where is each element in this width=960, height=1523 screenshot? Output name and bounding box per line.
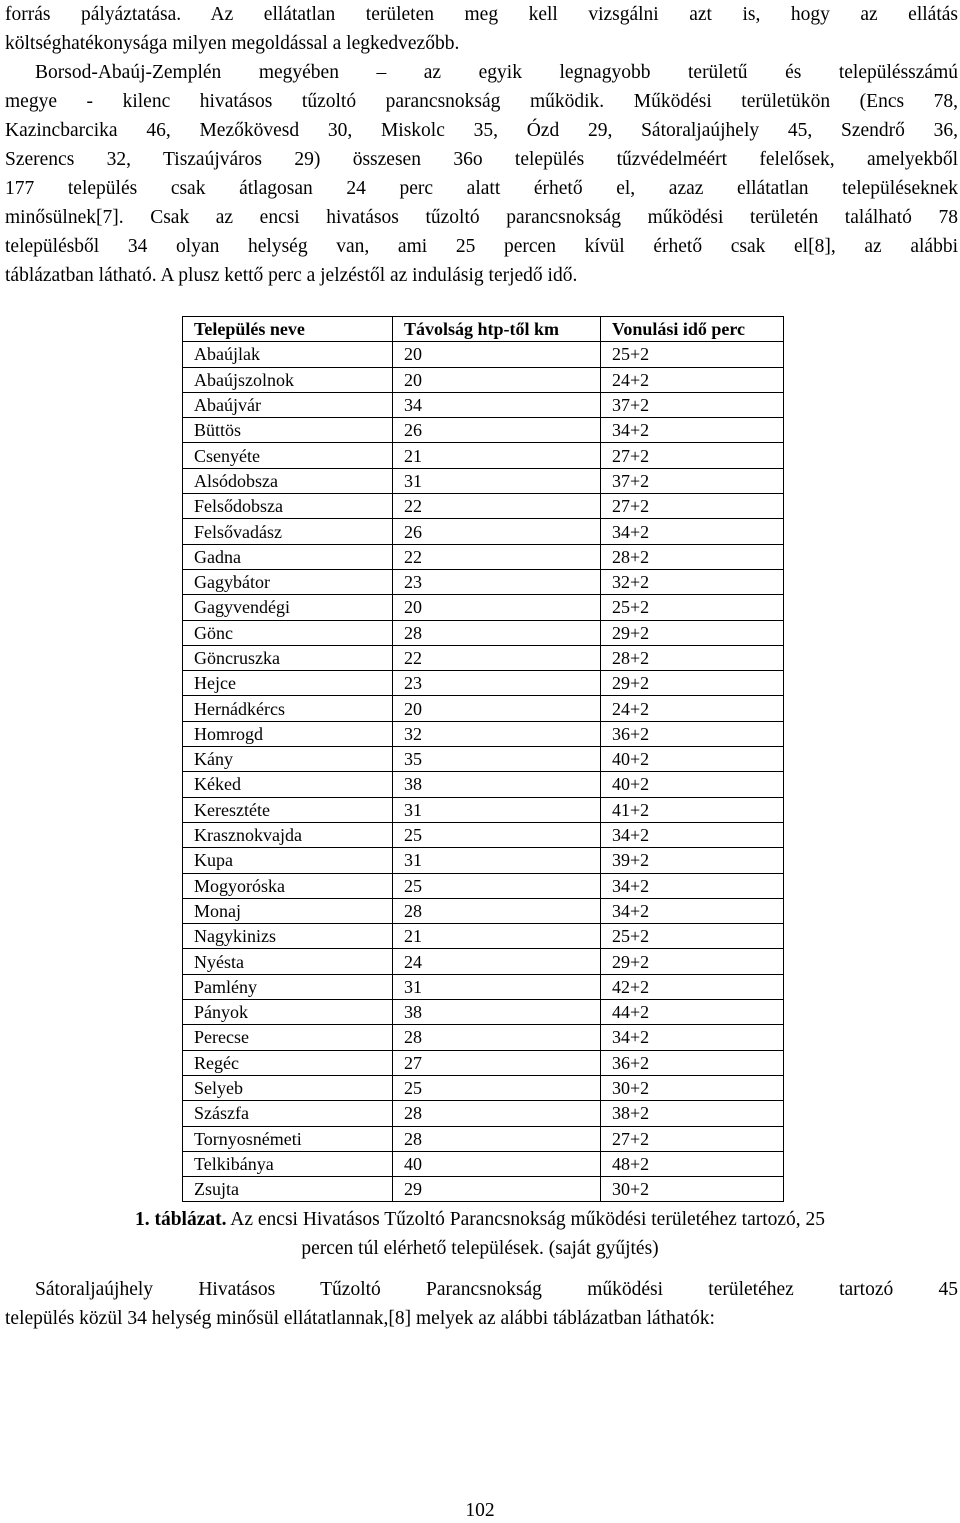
distance-cell: 31	[393, 848, 601, 873]
page-number: 102	[465, 1500, 495, 1521]
response-time-cell: 27+2	[601, 1126, 784, 1151]
table-row	[183, 645, 784, 670]
distance-cell: 38	[393, 772, 601, 797]
table-row	[183, 595, 784, 620]
settlement-name-cell: Mogyoróska	[183, 873, 393, 898]
distance-cell: 21	[393, 443, 601, 468]
response-time-cell: 36+2	[601, 721, 784, 746]
distance-cell: 25	[393, 873, 601, 898]
column-header: Távolság htp-től km	[393, 317, 601, 342]
table-row	[183, 1000, 784, 1025]
response-time-cell: 30+2	[601, 1075, 784, 1100]
distance-cell: 24	[393, 949, 601, 974]
distance-cell: 28	[393, 1025, 601, 1050]
intro-paragraph	[5, 0, 958, 290]
distance-cell: 28	[393, 1101, 601, 1126]
caption-text: percen túl elérhető települések. (saját gyűjtés)	[301, 1238, 659, 1259]
table-row	[183, 924, 784, 949]
response-time-cell: 40+2	[601, 747, 784, 772]
distance-cell: 22	[393, 645, 601, 670]
intro-line: minősülnek[7]. Csak az encsi hivatásos tűzoltó parancsnokság működési területén található 78	[5, 207, 958, 228]
response-time-cell: 25+2	[601, 595, 784, 620]
settlement-name-cell: Felsővadász	[183, 519, 393, 544]
distance-cell: 28	[393, 1126, 601, 1151]
response-time-cell: 24+2	[601, 696, 784, 721]
distance-cell: 20	[393, 342, 601, 367]
table-row	[183, 797, 784, 822]
distance-cell: 20	[393, 595, 601, 620]
intro-line: megye - kilenc hivatásos tűzoltó parancsnokság működik. Működési területükön (Encs 78,	[5, 91, 958, 112]
table-row	[183, 443, 784, 468]
settlement-name-cell: Regéc	[183, 1050, 393, 1075]
settlement-name-cell: Kéked	[183, 772, 393, 797]
intro-line: forrás pályáztatása. Az ellátatlan területen meg kell vizsgálni azt is, hogy az ellátás	[5, 4, 958, 25]
settlement-name-cell: Kupa	[183, 848, 393, 873]
table-row	[183, 519, 784, 544]
response-time-cell: 37+2	[601, 392, 784, 417]
settlement-name-cell: Gönc	[183, 620, 393, 645]
table-row	[183, 1126, 784, 1151]
settlements-table	[182, 316, 784, 1202]
distance-cell: 25	[393, 1075, 601, 1100]
response-time-cell: 34+2	[601, 898, 784, 923]
response-time-cell: 38+2	[601, 1101, 784, 1126]
response-time-cell: 42+2	[601, 974, 784, 999]
distance-cell: 27	[393, 1050, 601, 1075]
table-header-row	[183, 317, 784, 342]
table-row	[183, 822, 784, 847]
intro-line: Szerencs 32, Tiszaújváros 29) összesen 36o település tűzvédelméért felelősek, amelyekből	[5, 149, 958, 170]
settlement-name-cell: Selyeb	[183, 1075, 393, 1100]
table-row	[183, 873, 784, 898]
table-row	[183, 342, 784, 367]
table-row	[183, 898, 784, 923]
settlement-name-cell: Monaj	[183, 898, 393, 923]
response-time-cell: 34+2	[601, 822, 784, 847]
distance-cell: 40	[393, 1151, 601, 1176]
response-time-cell: 24+2	[601, 367, 784, 392]
response-time-cell: 29+2	[601, 949, 784, 974]
settlement-name-cell: Abaújvár	[183, 392, 393, 417]
settlement-name-cell: Alsódobsza	[183, 468, 393, 493]
response-time-cell: 40+2	[601, 772, 784, 797]
table-caption	[30, 1205, 930, 1263]
column-header: Vonulási idő perc	[601, 317, 784, 342]
settlement-name-cell: Nagykinizs	[183, 924, 393, 949]
distance-cell: 21	[393, 924, 601, 949]
response-time-cell: 34+2	[601, 873, 784, 898]
response-time-cell: 48+2	[601, 1151, 784, 1176]
settlement-name-cell: Büttös	[183, 418, 393, 443]
table-row	[183, 569, 784, 594]
table-row	[183, 1050, 784, 1075]
response-time-cell: 25+2	[601, 342, 784, 367]
distance-cell: 34	[393, 392, 601, 417]
intro-line: Borsod-Abaúj-Zemplén megyében – az egyik legnagyobb területű és településszámú	[35, 62, 958, 83]
distance-cell: 22	[393, 494, 601, 519]
response-time-cell: 34+2	[601, 519, 784, 544]
settlement-name-cell: Pányok	[183, 1000, 393, 1025]
table-row	[183, 949, 784, 974]
response-time-cell: 29+2	[601, 620, 784, 645]
distance-cell: 23	[393, 569, 601, 594]
table-row	[183, 1177, 784, 1202]
settlement-name-cell: Hejce	[183, 671, 393, 696]
table-row	[183, 671, 784, 696]
table-row	[183, 620, 784, 645]
distance-cell: 26	[393, 418, 601, 443]
settlement-name-cell: Kány	[183, 747, 393, 772]
paragraph-line: település közül 34 helység minősül ellátatlannak,[8] melyek az alábbi táblázatban láthatók:	[5, 1308, 715, 1329]
table-row	[183, 696, 784, 721]
response-time-cell: 37+2	[601, 468, 784, 493]
distance-cell: 28	[393, 620, 601, 645]
settlement-name-cell: Felsődobsza	[183, 494, 393, 519]
table-row	[183, 468, 784, 493]
response-time-cell: 36+2	[601, 1050, 784, 1075]
settlement-name-cell: Gagybátor	[183, 569, 393, 594]
settlement-name-cell: Gadna	[183, 544, 393, 569]
table-row	[183, 974, 784, 999]
distance-cell: 20	[393, 696, 601, 721]
settlement-name-cell: Krasznokvajda	[183, 822, 393, 847]
response-time-cell: 27+2	[601, 494, 784, 519]
settlement-name-cell: Abaújszolnok	[183, 367, 393, 392]
table-row	[183, 721, 784, 746]
response-time-cell: 30+2	[601, 1177, 784, 1202]
distance-cell: 29	[393, 1177, 601, 1202]
distance-cell: 32	[393, 721, 601, 746]
table-row	[183, 418, 784, 443]
table-body	[183, 342, 784, 1202]
settlement-name-cell: Szászfa	[183, 1101, 393, 1126]
table-row	[183, 1075, 784, 1100]
distance-cell: 20	[393, 367, 601, 392]
distance-cell: 28	[393, 898, 601, 923]
distance-cell: 26	[393, 519, 601, 544]
settlement-name-cell: Csenyéte	[183, 443, 393, 468]
response-time-cell: 29+2	[601, 671, 784, 696]
response-time-cell: 44+2	[601, 1000, 784, 1025]
table-row	[183, 1101, 784, 1126]
distance-cell: 38	[393, 1000, 601, 1025]
settlement-name-cell: Telkibánya	[183, 1151, 393, 1176]
settlement-name-cell: Perecse	[183, 1025, 393, 1050]
settlement-name-cell: Keresztéte	[183, 797, 393, 822]
settlement-name-cell: Homrogd	[183, 721, 393, 746]
table-row	[183, 494, 784, 519]
settlement-name-cell: Pamlény	[183, 974, 393, 999]
intro-line: táblázatban látható. A plusz kettő perc a jelzéstől az indulásig terjedő idő.	[5, 265, 578, 286]
response-time-cell: 34+2	[601, 1025, 784, 1050]
distance-cell: 23	[393, 671, 601, 696]
response-time-cell: 39+2	[601, 848, 784, 873]
table-row	[183, 544, 784, 569]
distance-cell: 31	[393, 797, 601, 822]
intro-line: költséghatékonysága milyen megoldással a legkedvezőbb.	[5, 33, 460, 54]
settlement-name-cell: Göncruszka	[183, 645, 393, 670]
settlement-name-cell: Tornyosnémeti	[183, 1126, 393, 1151]
response-time-cell: 41+2	[601, 797, 784, 822]
caption-label: 1. táblázat.	[134, 1209, 227, 1230]
table-row	[183, 848, 784, 873]
table-row	[183, 392, 784, 417]
distance-cell: 25	[393, 822, 601, 847]
table-row	[183, 1151, 784, 1176]
response-time-cell: 28+2	[601, 645, 784, 670]
distance-cell: 35	[393, 747, 601, 772]
table-row	[183, 367, 784, 392]
settlement-name-cell: Gagyvendégi	[183, 595, 393, 620]
settlement-name-cell: Hernádkércs	[183, 696, 393, 721]
settlement-name-cell: Abaújlak	[183, 342, 393, 367]
response-time-cell: 27+2	[601, 443, 784, 468]
distance-cell: 22	[393, 544, 601, 569]
response-time-cell: 25+2	[601, 924, 784, 949]
table-row	[183, 772, 784, 797]
response-time-cell: 32+2	[601, 569, 784, 594]
paragraph-line: Sátoraljaújhely Hivatásos Tűzoltó Parancsnokság működési területéhez tartozó 45	[35, 1279, 958, 1300]
settlement-name-cell: Nyésta	[183, 949, 393, 974]
response-time-cell: 28+2	[601, 544, 784, 569]
second-paragraph	[5, 1275, 958, 1333]
distance-cell: 31	[393, 974, 601, 999]
settlement-name-cell: Zsujta	[183, 1177, 393, 1202]
intro-line: településből 34 olyan helység van, ami 25 percen kívül érhető csak el[8], az alábbi	[5, 236, 958, 257]
column-header: Település neve	[183, 317, 393, 342]
intro-line: Kazincbarcika 46, Mezőkövesd 30, Miskolc 35, Ózd 29, Sátoraljaújhely 45, Szendrő 36,	[5, 120, 958, 141]
distance-cell: 31	[393, 468, 601, 493]
intro-line: 177 település csak átlagosan 24 perc alatt érhető el, azaz ellátatlan településeknek	[5, 178, 958, 199]
table-row	[183, 1025, 784, 1050]
caption-text: Az encsi Hivatásos Tűzoltó Parancsnokság működési területéhez tartozó, 25	[226, 1209, 826, 1230]
response-time-cell: 34+2	[601, 418, 784, 443]
table-row	[183, 747, 784, 772]
